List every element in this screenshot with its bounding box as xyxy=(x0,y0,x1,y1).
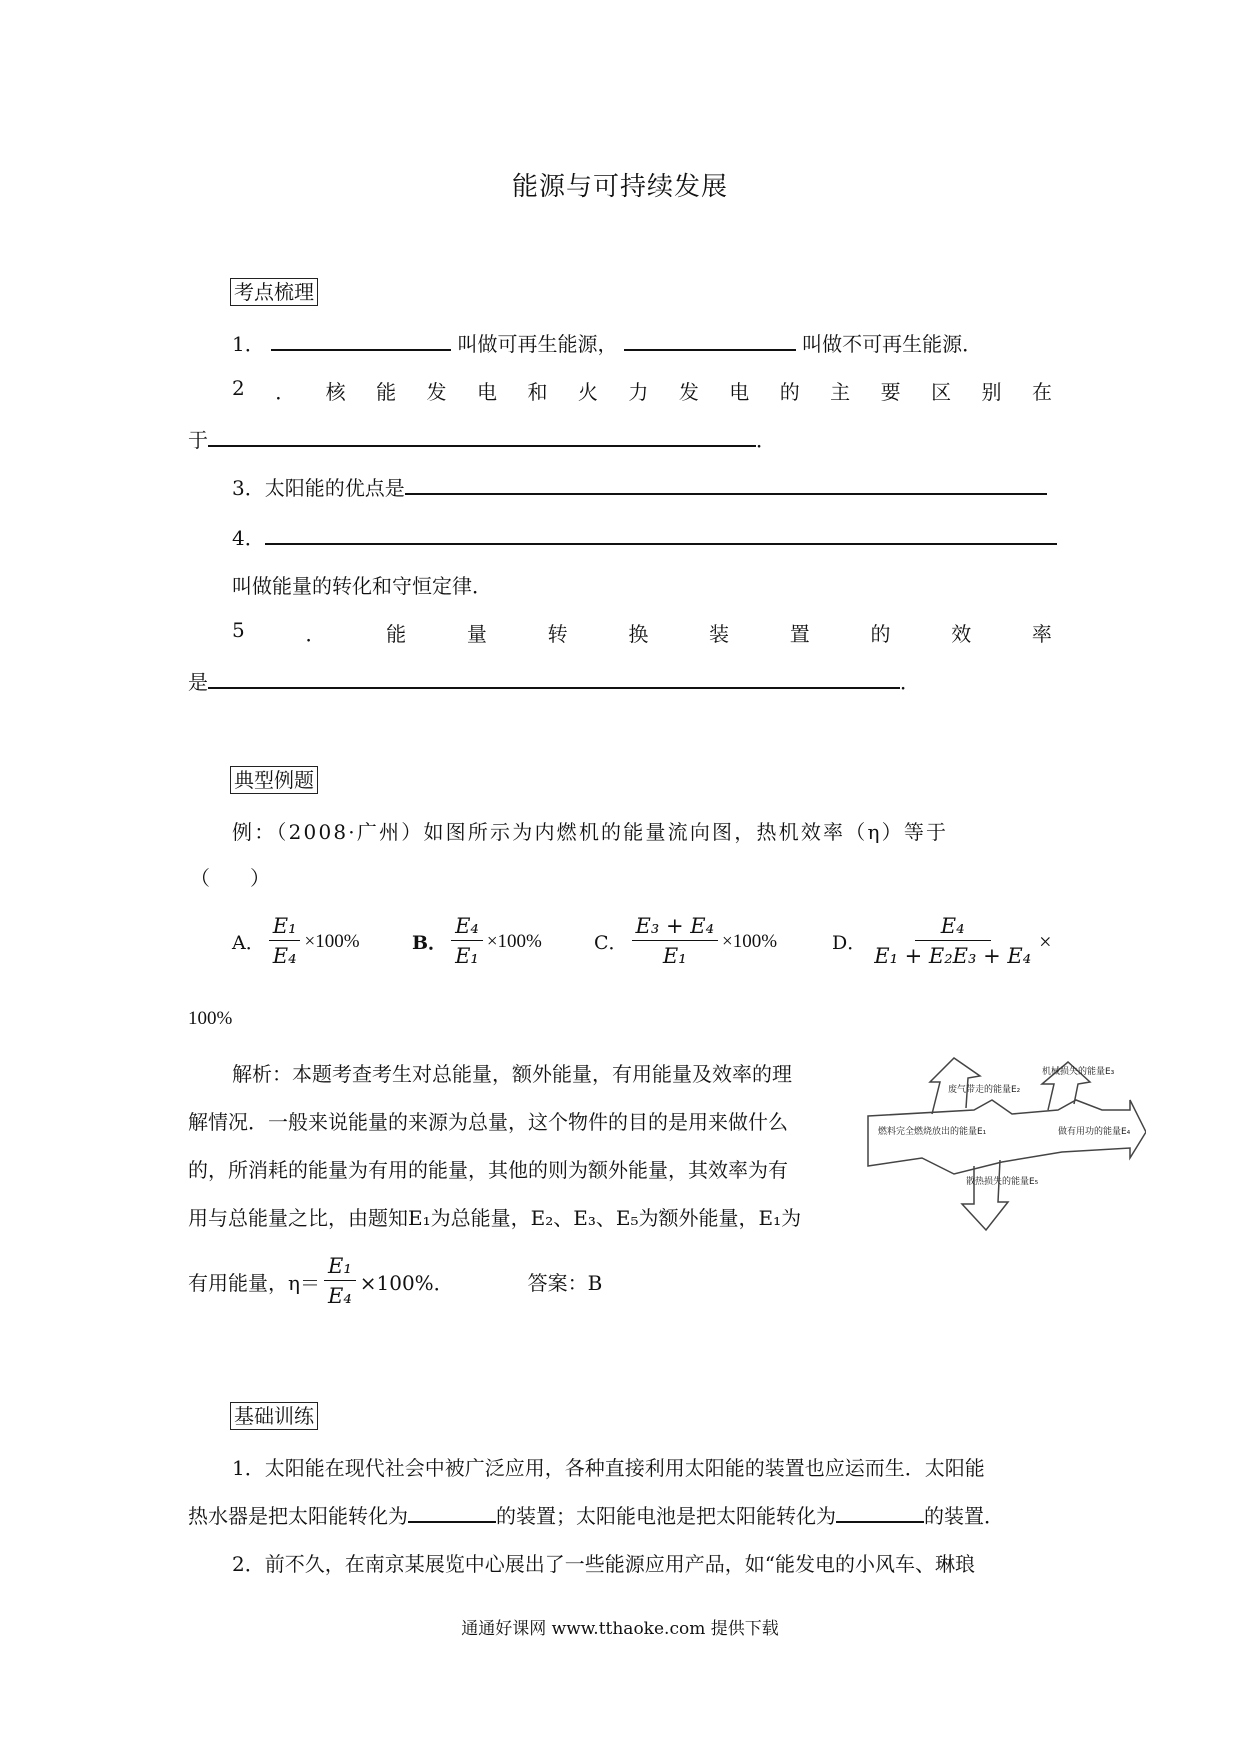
answer-blank[interactable] xyxy=(208,667,900,689)
spaced-char: 电 xyxy=(477,380,497,404)
question-text: 热水器是把太阳能转化为 xyxy=(188,1504,408,1528)
energy-flow-diagram xyxy=(862,1054,1146,1232)
option-suffix: ×100% xyxy=(304,930,360,952)
spaced-char: 能 xyxy=(386,622,407,646)
option-suffix: ×100% xyxy=(722,930,778,952)
question-text: 的装置；太阳能电池是把太阳能转化为 xyxy=(496,1504,836,1528)
fraction xyxy=(632,912,718,971)
spaced-char: 转 xyxy=(547,622,568,646)
answer-key: 答案：B xyxy=(527,1271,603,1295)
spaced-char: 核 xyxy=(325,380,346,404)
main-flow-arrow xyxy=(868,1100,1146,1174)
answer-blank[interactable] xyxy=(408,1501,496,1523)
spaced-char: 装 xyxy=(709,622,730,646)
question-text: 叫做不可再生能源． xyxy=(802,332,983,356)
spaced-char: 要 xyxy=(880,380,901,404)
question-number: 4． xyxy=(232,526,265,550)
answer-prefix: 有用能量，η＝ xyxy=(188,1271,320,1295)
question-4-line-2: 叫做能量的转化和守恒定律． xyxy=(232,574,492,598)
fraction xyxy=(870,912,1035,971)
spaced-char: 发 xyxy=(426,380,447,404)
analysis-line: 解情况．一般来说能量的来源为总量，这个物件的目的是用来做什么 xyxy=(188,1110,788,1134)
question-4 xyxy=(232,522,1057,551)
diagram-label-source xyxy=(878,1125,987,1137)
spaced-char: 在 xyxy=(1031,380,1052,404)
example-paren: （ ） xyxy=(190,866,270,890)
page-footer: 通通好课网 www.tthaoke.com 提供下载 xyxy=(461,1619,779,1639)
question-5-line-1 xyxy=(232,618,1052,647)
denominator: E₁ xyxy=(455,944,479,968)
diagram-label-exhaust: 废气带走的能量E₂ xyxy=(948,1085,1021,1095)
fraction xyxy=(451,912,483,971)
analysis-line: 解析：本题考查考生对总能量，额外能量，有用能量及效率的理 xyxy=(232,1062,792,1086)
spaced-char: 火 xyxy=(577,380,598,404)
spaced-char: 发 xyxy=(678,380,699,404)
question-text: 的装置． xyxy=(924,1504,1004,1528)
numerator: E₄ xyxy=(451,912,483,941)
option-b xyxy=(412,912,542,971)
option-d-tail: 100% xyxy=(188,1008,233,1029)
spaced-char: 别 xyxy=(981,380,1002,404)
question-text: ． xyxy=(900,670,920,694)
denominator: E₁ xyxy=(662,944,687,968)
spaced-char: 的 xyxy=(779,380,800,404)
option-letter: B． xyxy=(412,932,448,954)
answer-blank[interactable] xyxy=(405,473,1047,495)
spaced-char: 置 xyxy=(789,622,810,646)
spaced-char: 能 xyxy=(376,380,397,404)
spaced-char: 2 xyxy=(232,376,245,400)
spaced-char: 区 xyxy=(931,380,952,404)
spaced-char: 的 xyxy=(870,622,891,646)
training-question-2-line-1: 2．前不久，在南京某展览中心展出了一些能源应用产品，如“能发电的小风车、琳琅 xyxy=(232,1552,975,1576)
spaced-char: 主 xyxy=(830,380,851,404)
spaced-char: 效 xyxy=(951,622,972,646)
option-letter: C． xyxy=(594,932,628,954)
question-text: ． xyxy=(756,428,776,452)
spaced-char: 力 xyxy=(628,380,649,404)
example-question: 例：（2008·广州）如图所示为内燃机的能量流向图，热机效率（η）等于 xyxy=(232,820,949,844)
analysis-line: 用与总能量之比，由题知E₁为总能量，E₂、E₃、E₅为额外能量，E₁为 xyxy=(188,1206,802,1230)
spaced-char: 换 xyxy=(628,622,649,646)
training-question-1-line-1: 1．太阳能在现代社会中被广泛应用，各种直接利用太阳能的装置也应运而生．太阳能 xyxy=(232,1456,985,1480)
numerator: E₃ + E₄ xyxy=(632,912,718,941)
question-2-line-1 xyxy=(232,376,1052,405)
page-title: 能源与可持续发展 xyxy=(511,172,728,202)
section-heading-basic-training xyxy=(230,1400,318,1429)
section-heading-key-points xyxy=(230,276,318,305)
spaced-char: 5 xyxy=(232,618,245,642)
training-question-1-line-2 xyxy=(188,1500,1004,1529)
answer-blank[interactable] xyxy=(265,523,1057,545)
answer-blank[interactable] xyxy=(624,329,796,351)
option-d xyxy=(832,912,1052,971)
answer-blank[interactable] xyxy=(271,329,451,351)
numerator: E₁ xyxy=(324,1252,356,1281)
question-3 xyxy=(232,472,1047,501)
option-c xyxy=(594,912,777,971)
question-text: 叫做可再生能源， xyxy=(457,332,618,356)
spaced-char: 电 xyxy=(729,380,750,404)
question-1 xyxy=(232,328,982,357)
spaced-char: ． xyxy=(275,380,296,404)
denominator: E₄ xyxy=(327,1284,352,1308)
question-2-line-2 xyxy=(188,424,776,453)
question-number: 1． xyxy=(232,332,265,356)
fraction xyxy=(269,912,301,971)
numerator: E₁ xyxy=(269,912,301,941)
question-text: 3．太阳能的优点是 xyxy=(232,476,405,500)
denominator: E₁ + E₂E₃ + E₄ xyxy=(874,944,1032,968)
answer-blank[interactable] xyxy=(836,1501,924,1523)
diagram-label-heat: 散热损失的能量E₅ xyxy=(966,1177,1039,1187)
spaced-char: 量 xyxy=(466,622,487,646)
section-heading-typical-example xyxy=(230,764,318,793)
option-a xyxy=(232,912,360,971)
denominator: E₄ xyxy=(272,944,297,968)
spaced-char: ． xyxy=(305,622,326,646)
option-suffix: × xyxy=(1039,928,1052,954)
section-label: 典型例题 xyxy=(230,766,318,794)
section-label: 考点梳理 xyxy=(230,278,318,306)
question-5-line-2 xyxy=(188,666,920,695)
diagram-label-mechanical: 机械损失的能量E₃ xyxy=(1042,1067,1115,1077)
answer-line xyxy=(188,1252,602,1311)
question-text: 于 xyxy=(188,428,208,452)
analysis-line: 的，所消耗的能量为有用的能量，其他的则为额外能量，其效率为有 xyxy=(188,1158,788,1182)
option-letter: A． xyxy=(232,932,265,954)
diagram-source-text: 燃料完全燃烧放出的能量E₁ xyxy=(878,1127,987,1137)
numerator: E₄ xyxy=(915,912,991,941)
option-suffix: ×100% xyxy=(486,930,542,952)
fraction xyxy=(324,1252,356,1311)
answer-suffix: ×100%． xyxy=(359,1271,454,1295)
spaced-char: 和 xyxy=(527,380,548,404)
diagram-label-useful: 做有用功的能量E₄ xyxy=(1058,1127,1131,1137)
answer-blank[interactable] xyxy=(208,425,756,447)
question-text: 是 xyxy=(188,670,208,694)
section-label: 基础训练 xyxy=(230,1402,318,1430)
spaced-char: 率 xyxy=(1031,622,1052,646)
option-letter: D． xyxy=(832,932,867,954)
